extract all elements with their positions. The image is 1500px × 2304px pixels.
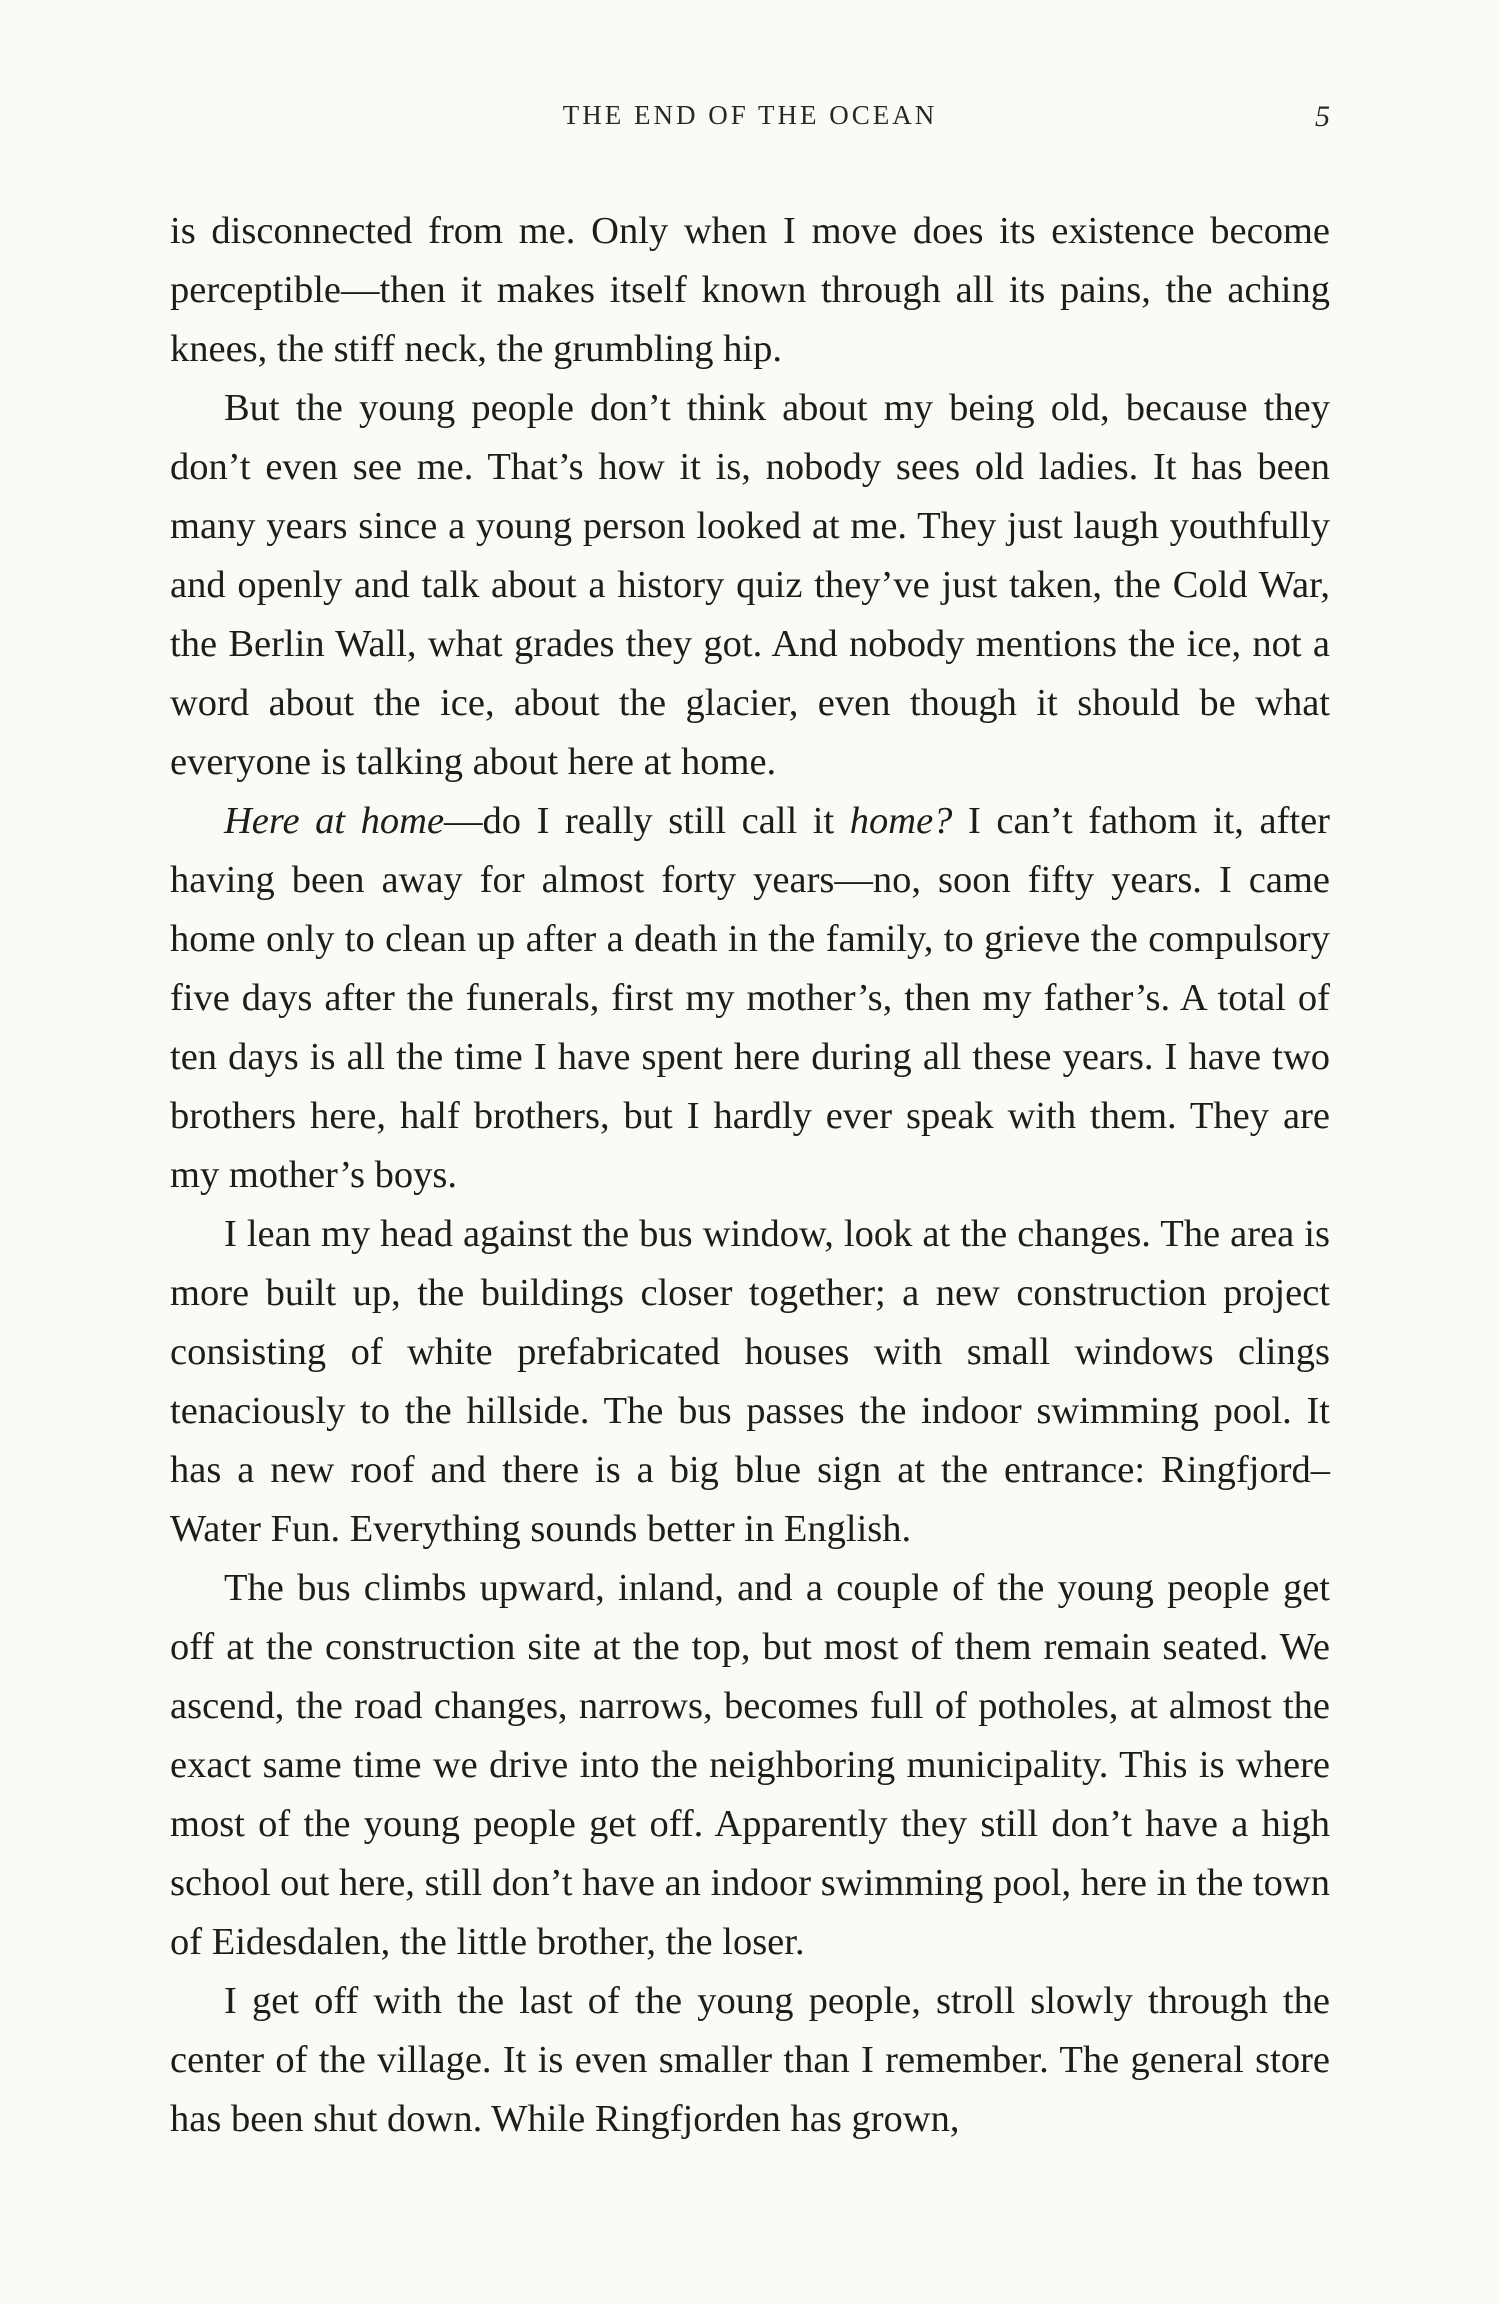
paragraph-1: is disconnected from me. Only when I move does its existence become perceptible—then it makes itself known through all its pains, the aching knees, the stiff neck, the grumbling hip. (170, 210, 1330, 370)
page-number: 5 (1315, 100, 1330, 133)
paragraph-3 (170, 792, 1330, 1205)
paragraph-4: I lean my head against the bus window, look at the changes. The area is more built up, the buildings closer together; a new construction project consisting of white prefabricated houses with small windows clings tenaciously to the hillside. The bus passes the indoor swimming pool. It has a new roof and there is a big blue sign at the entrance: Ringfjord–Water Fun. Everything sounds better in English. (170, 1213, 1330, 1550)
paragraph-2: But the young people don’t think about my being old, because they don’t even see me. That’s how it is, nobody sees old ladies. It has been many years since a young person looked at me. They just laugh youthfully and openly and talk about a history quiz they’ve just taken, the Cold War, the Berlin Wall, what grades they got. And nobody mentions the ice, not a word about the ice, about the glacier, even though it should be what everyone is talking about here at home. (170, 387, 1330, 783)
running-title: THE END OF THE OCEAN (562, 100, 938, 130)
paragraph-6: I get off with the last of the young people, stroll slowly through the center of the village. It is even smaller than I remember. The general store has been shut down. While Ringfjorden has grown, (170, 1980, 1330, 2140)
body-text (170, 202, 1330, 2149)
italic-phrase-here-at-home: Here at home (224, 800, 445, 842)
italic-word-home: home? (849, 800, 953, 842)
paragraph-5: The bus climbs upward, inland, and a couple of the young people get off at the construction site at the top, but most of them remain seated. We ascend, the road changes, narrows, becomes full of potholes, at almost the exact same time we drive into the neighboring municipality. This is where most of the young people get off. Apparently they still don’t have a high school out here, still don’t have an indoor swimming pool, here in the town of Eidesdalen, the little brother, the loser. (170, 1567, 1330, 1963)
paragraph-3-part-2: I can’t fathom it, after having been away for almost forty years—no, soon fifty years. I came home only to clean up after a death in the family, to grieve the compulsory five days after the funerals, first my mother’s, then my father’s. A total of ten days is all the time I have spent here during all these years. I have two brothers here, half brothers, but I hardly ever speak with them. They are my mother’s boys. (170, 800, 1331, 1196)
paragraph-3-part-1: —do I really still call it (444, 800, 850, 842)
running-header (170, 100, 1330, 140)
